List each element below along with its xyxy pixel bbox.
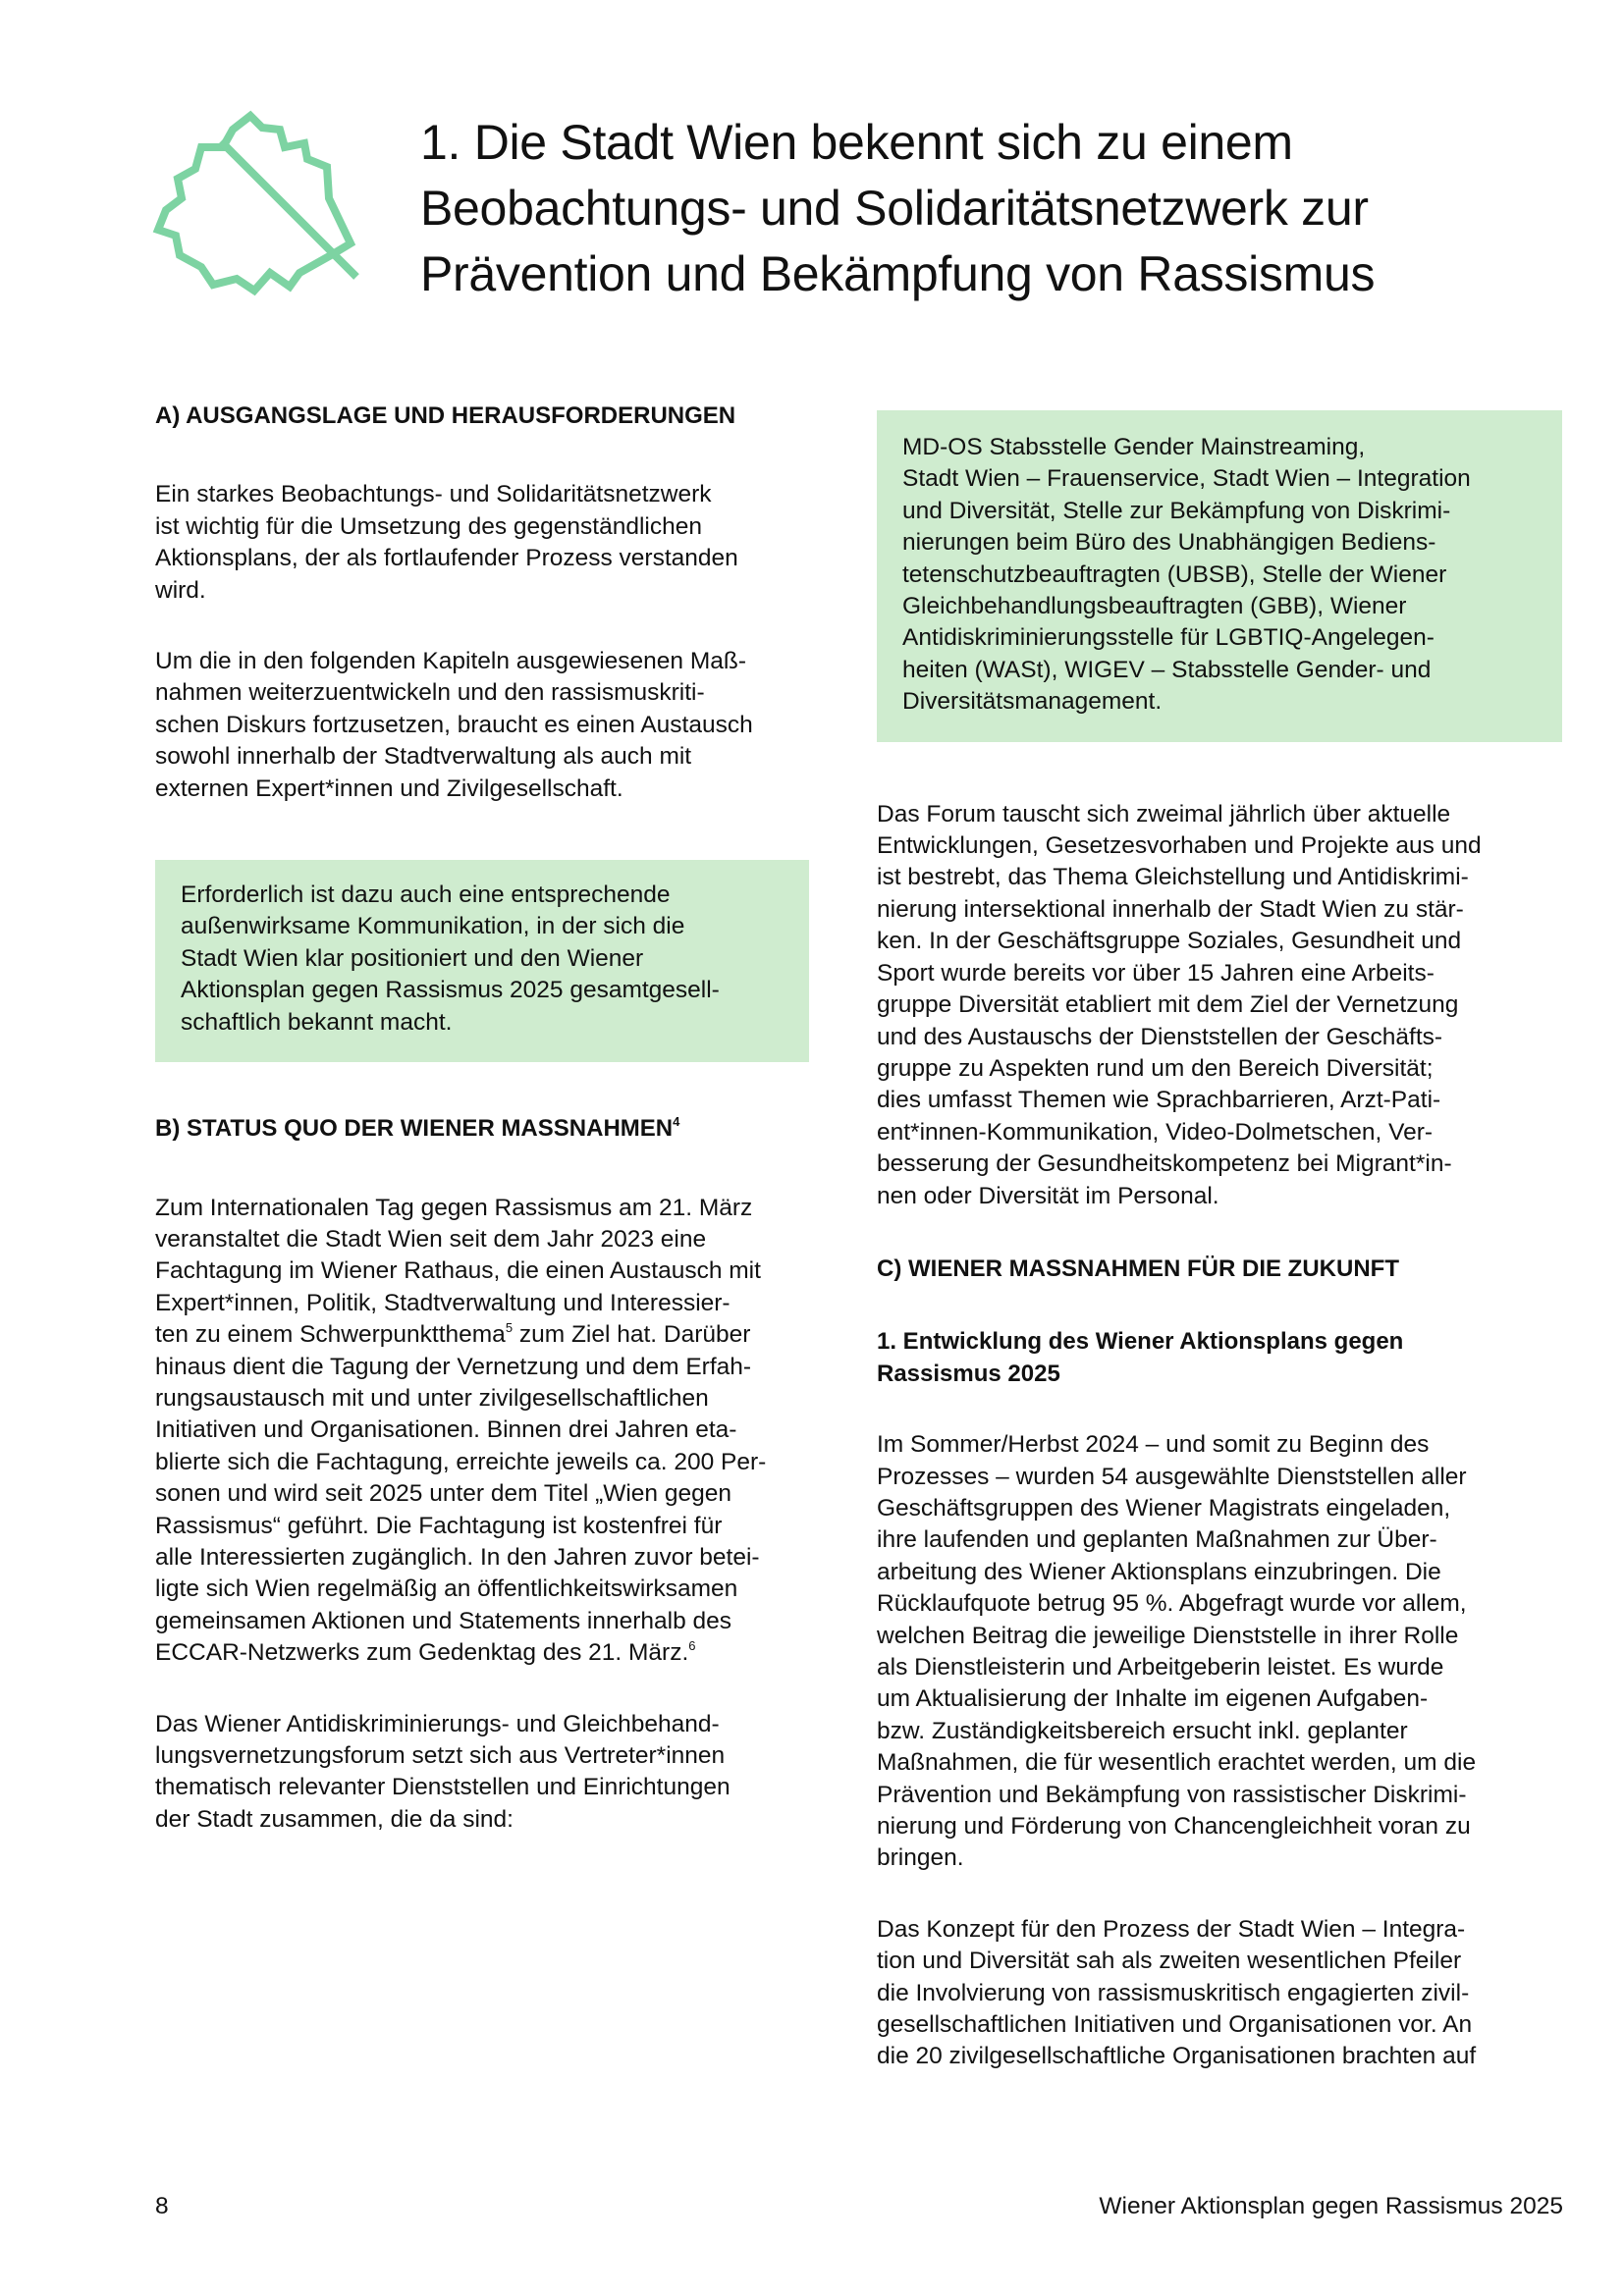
section-a-paragraph-1: Ein starkes Beobachtungs- und Solidaritätsnetzwerk ist wichtig für die Umsetzung des gegenständlichen Aktionsplans, der als fortlaufender Prozess verstanden wird. [155,481,738,604]
vienna-map-outline-icon [152,108,368,299]
section-b-paragraph-1: Zum Internationalen Tag gegen Rassismus am 21. März veranstaltet die Stadt Wien seit dem Jahr 2023 eine Fachtagung im Wiener Rathaus, die einen Austausch mit Expert*innen, Politik, Stadtverwaltung und Interessier- ten zu einem Schwerpunktthema$^5$ zum Ziel hat. Darüber hinaus dient die Tagung der Vernetzung und dem Erfah- rungsaustausch mit und unter zivilgesellschaftlichen Initiativen und Organisationen. Binnen drei Jahren eta- blierte sich die Fachtagung, erreichte jeweils ca. 200 Per- sonen und wird seit 2025 unter dem Titel „Wien gegen Rassismus“ geführt. Die Fachtagung ist kostenfrei für alle Interessierten zugänglich. In den Jahren zuvor betei- ligte sich Wien regelmäßig an öffentlichkeitswirksamen gemeinsamen Aktionen und Statements innerhalb des ECCAR-Netzwerks zum Gedenktag des 21. März.$^6$ [155,1194,767,1667]
section-b-paragraph-2: Das Wiener Antidiskriminierungs- und Gleichbehand- lungsvernetzungsforum setzt sich aus Vertreter*innen thematisch relevanter Dienststellen und Einrichtungen der Stadt zusammen, die da sind: [155,1710,731,1833]
footnote-ref[interactable]: 4 [673,1114,680,1130]
left-column [155,400,833,1836]
footnote-ref[interactable]: 6 [688,1638,696,1654]
section-c-heading: C) WIENER MASSNAHMEN FÜR DIE ZUKUNFT [877,1255,1399,1282]
section-b-paragraph-3: Das Forum tauscht sich zweimal jährlich über aktuelle Entwicklungen, Gesetzesvorhaben und Projekte aus und ist bestrebt, das Thema Gleichstellung und Antidiskrimi- nierung intersektional innerhalb der Stadt Wien zu stär- ken. In der Geschäftsgruppe Soziales, Gesundheit und Sport wurde bereits vor über 15 Jahren eine Arbeits- gruppe Diversität etabliert mit dem Ziel der Vernetzung und des Austauschs der Dienststellen der Geschäfts- gruppe zu Aspekten rund um den Bereich Diversität; dies umfasst Themen wie Sprachbarrieren, Arzt-Pati- ent*innen-Kommunikation, Video-Dolmetschen, Ver- besserung der Gesundheitskompetenz bei Migrant*in- nen oder Diversität im Personal. [877,800,1482,1209]
page-number: 8 [155,2193,169,2219]
footnote-ref[interactable]: 5 [505,1320,514,1336]
title-line: Beobachtungs- und Solidaritätsnetzwerk zur [420,181,1369,236]
section-c-paragraph-1: Im Sommer/Herbst 2024 – und somit zu Beginn des Prozesses – wurden 54 ausgewählte Dienststellen aller Geschäftsgruppen des Wiener Magistrats eingeladen, ihre laufenden und geplanten Maßnahmen zur Über- arbeitung des Wiener Aktionsplans einzubringen. Die Rücklaufquote betrug 95 %. Abgefragt wurde vor allem, welchen Beitrag die jeweilige Dienststelle in ihrer Rolle als Dienstleisterin und Arbeitgeberin leistet. Es wurde um Aktualisierung der Inhalte im eigenen Aufgaben- bzw. Zuständigkeitsbereich ersucht inkl. geplanter Maßnahmen, die für wesentlich erachtet werden, um die Prävention und Bekämpfung von rassistischer Diskrimi- nierung und Förderung von Chancengleichheit voran zu bringen. [877,1431,1477,1872]
right-column [877,410,1562,2073]
section-c-paragraph-2: Das Konzept für den Prozess der Stadt Wien – Integra- tion und Diversität sah als zweiten wesentlichen Pfeiler die Involvierung von rassismuskritisch engagierten zivil- gesellschaftlichen Initiativen und Organisationen vor. An die 20 zivilgesellschaftliche Organisationen brachten auf [877,1915,1477,2070]
section-c-subheading: 1. Entwicklung des Wiener Aktionsplans gegen Rassismus 2025 [877,1328,1404,1387]
highlight-box-forum-members: MD-OS Stabsstelle Gender Mainstreaming, Stadt Wien – Frauenservice, Stadt Wien – Integration und Diversität, Stelle zur Bekämpfung von Diskrimi- nierungen beim Büro des Unabhängigen Bediens- tetenschutzbeauftragten (UBSB), Stelle der Wiener Gleichbehandlungsbeauftragten (GBB), Wiener Antidiskriminierungsstelle für LGBTIQ-Angelegen- heiten (WASt), WIGEV – Stabsstelle Gender- und Diversitätsmanagement. [877,410,1562,742]
footer-publication-title: Wiener Aktionsplan gegen Rassismus 2025 [1099,2193,1563,2219]
section-a-paragraph-2: Um die in den folgenden Kapiteln ausgewiesenen Maß- nahmen weiterzuentwickeln und den rassismuskriti- schen Diskurs fortzusetzen, braucht es einen Austausch sowohl innerhalb der Stadtverwaltung als auch mit externen Expert*innen und Zivilgesellschaft. [155,648,753,802]
highlight-box-communication: Erforderlich ist dazu auch eine entsprechende außenwirksame Kommunikation, in der sich die Stadt Wien klar positioniert und den Wiener Aktionsplan gegen Rassismus 2025 gesamtgesell- schaftlich bekannt macht. [155,860,809,1062]
section-a-heading: A) AUSGANGSLAGE UND HERAUSFORDERUNGEN [155,402,736,429]
title-line: Prävention und Bekämpfung von Rassismus [420,246,1376,301]
page-title [420,110,1579,307]
section-b-heading: B) STATUS QUO DER WIENER MASSNAHMEN$^4$ [155,1114,680,1143]
title-line: 1. Die Stadt Wien bekennt sich zu einem [420,115,1293,170]
